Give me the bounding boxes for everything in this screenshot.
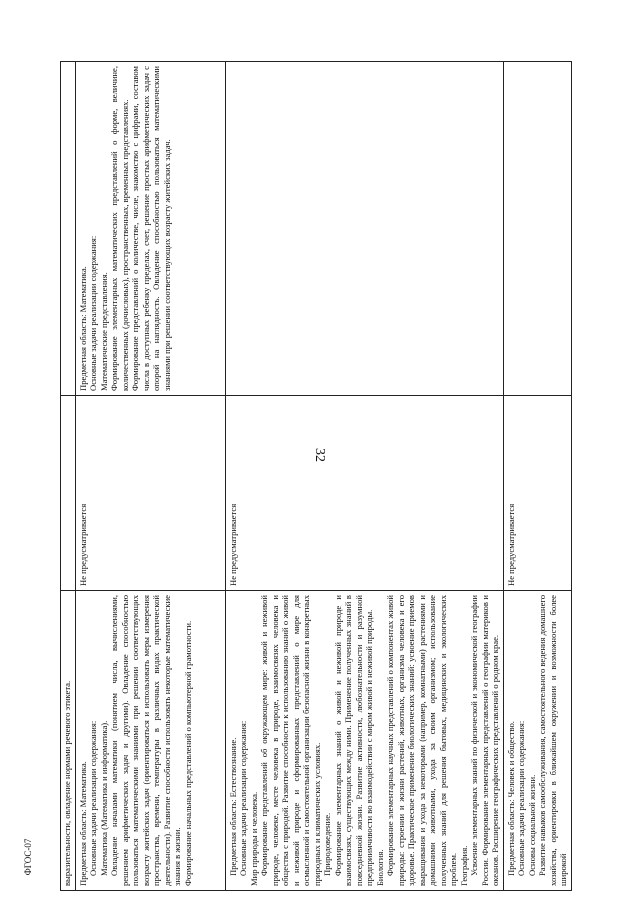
paragraph: Формирование элементарных математических представлений о форме, величине, количественных (дочисловых), пространственных, временных представлениях. [109,66,130,391]
paragraph: Предметная область: Естествознание. [228,737,238,876]
paragraph: Математика (Математика и информатика). [98,720,109,876]
paragraph: Формирование представлений об окружающем мире: живой и неживой природе, человеке, месте человека в природе, взаимосвязях человека и общества с природой. Развитие способности к использованию знаний о живой и неживой природе и сформированных представлений о мире для осмысленной и самостоятельной организации безопасной жизни в конкретных природных и климатических условиях. [259,595,322,886]
cell-middle-math [76,396,226,591]
rotated-page [60,61,567,891]
top-cell: выразительности, овладение нормами речевого этикета. [61,591,76,891]
paragraph: Мир природы и человека. [248,791,259,886]
paragraph: Овладение началами математики (понятием числа, вычислениями, решением арифметических задач и другими). Овладение способностью пользоваться математическими знаниями при решении соответствующих возрасту житейских задач (ориентироваться и использовать меры измерения пространства, времени, температуры в различных видах практической деятельности). Развитие способности использовать некоторые математические знания в жизни. [109,595,183,886]
table-row-top [61,62,76,891]
table-row-mathematics [76,62,226,891]
cell-right-society [503,62,571,396]
cell-right-science [226,62,504,396]
cell-left-math [76,591,226,891]
paragraph: Формирование начальных представлений о компьютерной грамотности. [182,620,193,886]
paragraph: Формирование элементарных научных представлений о компонентах живой природы: строении и жизни растений, животных, организма человека и его здоровье. Практическое применение биологических знаний: усвоение приемов выращивания и ухода за некоторыми (например, комнатными) растениями и домашними животными, ухода за своим организмом; использование полученных знаний для решения бытовых, медицинских и экологических проблем. [385,595,459,886]
paragraph: Развитие навыков самообслуживания, самостоятельного ведения домашнего хозяйства, ориентировки в ближайшем окружении и возможности более широкой [537,595,569,886]
paragraph: Не предусматривается [228,503,238,586]
paragraph: Предметная область: Математика. [78,266,88,391]
paragraph: Основные задачи реализации содержания: [238,720,249,876]
paragraph: География. [458,845,469,886]
cell-right-math [76,62,226,396]
paragraph: Формирование представлений о количестве, числе, знакомство с цифрами, составом числа в доступных ребенку пределах, счет, решение простых арифметических задач с опорой на наглядность. Овладение способностью пользоваться математическими знаниями при решении соответствующих возрасту житейских задач. [130,66,172,391]
paragraph: Основы социальной жизни. [526,774,537,876]
paragraph: Основные задачи реализации содержания: [516,720,527,876]
cell-middle-science [226,396,504,591]
paragraph: Математические представления. [98,272,109,391]
table-row-natural-science [226,62,504,891]
standards-table [60,61,572,891]
footer-code: ФГОС-07 [23,838,33,876]
cell-middle-society [503,396,571,591]
top-cell-right [61,62,76,396]
paragraph: Усвоение элементарных знаний по физической и экономической географии России. Формирование элементарных представлений о географии материков и океанов. Расширение географических представлений о родном крае. [469,595,501,886]
cell-left-science [226,591,504,891]
paragraph: Биология. [374,849,385,886]
paragraph: Формирование элементарных знаний о живой и неживой природе и взаимосвязях, существующих между ними. Применение полученных знаний в повседневной жизни. Развитие активности, любознательности и разумной предприимчивости во взаимодействии с миром живой и неживой природы. [332,595,375,886]
paragraph: Не предусматривается [505,503,516,586]
table-row-society [503,62,571,891]
standards-table-sheet [60,61,567,891]
page-number: 32 [312,448,327,462]
top-cell-middle [61,396,76,591]
paragraph: Не предусматривается [78,503,88,586]
paragraph: Природоведение. [322,812,333,876]
cell-left-society [503,591,571,891]
paragraph: Предметная область: Человек и общество. [505,721,516,876]
paragraph: Основные задачи реализации содержания: [88,235,99,391]
paragraph: Основные задачи реализации содержания: [88,720,99,876]
paragraph: Предметная область: Математика. [78,761,88,886]
